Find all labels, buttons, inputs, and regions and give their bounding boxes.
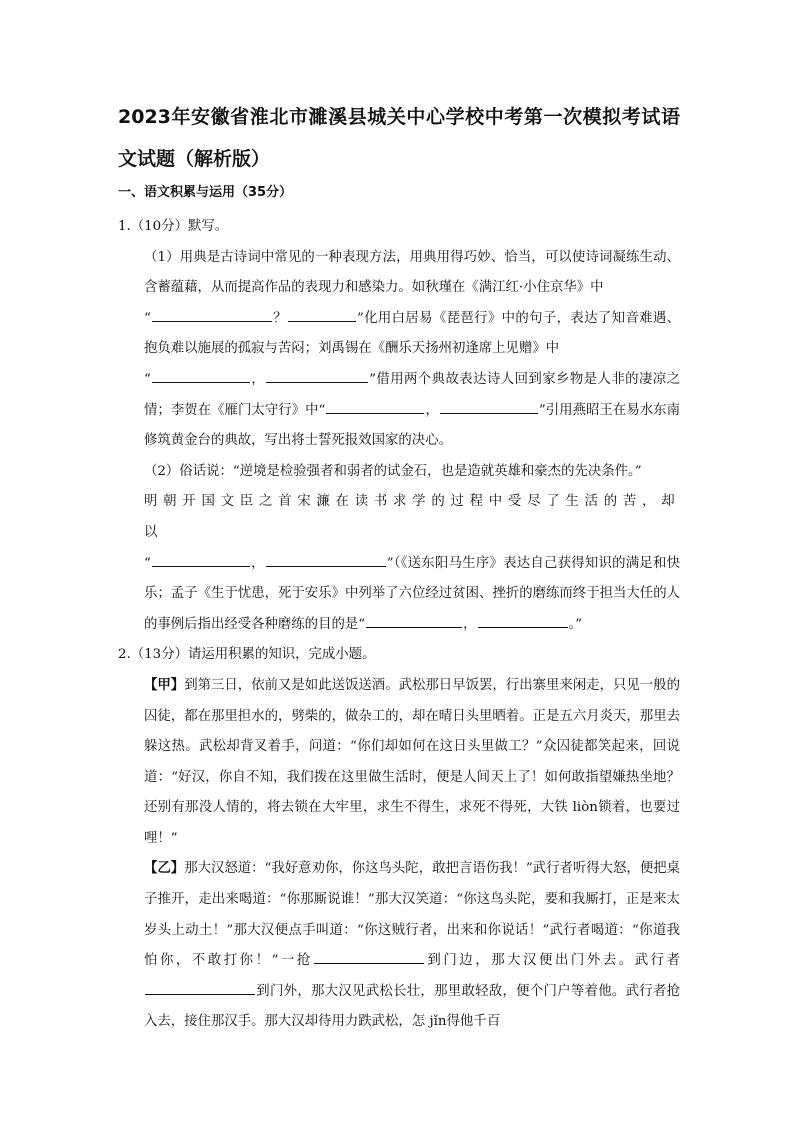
- answer-blank[interactable]: [266, 368, 368, 383]
- text-segment: 明朝开国文臣之首宋濂在读书求学的过程中受尽了生活的苦，却以: [144, 494, 680, 540]
- text-segment: ？: [272, 310, 287, 326]
- answer-blank[interactable]: [440, 399, 538, 414]
- text-segment: ”化用白居易《琵琶行》中的句子，表达了知音难遇、: [356, 310, 680, 326]
- page-title: 2023年安徽省淮北市濉溪县城关中心学校中考第一次模拟考试语文试题（解析版）: [118, 106, 680, 170]
- passage-tag: 【甲】: [144, 677, 185, 693]
- answer-blank[interactable]: [478, 613, 568, 628]
- passage-text: 到第三日，依前又是如此送饭送酒。武松那日早饭罢，行出寨里来闲走，只见一般的囚徒，都在那里担水的，劈柴的，做杂工的，却在晴日头里晒着。正是五六月炎天，那里去躲这热。武松却背叉着手，问道：“你们却如何在这日头里做工？”众囚徒都笑起来，回说道：“好汉，你自不知，我们拨在这里做生活时，便是人间天上了！如何敢指望嫌热坐地？还别有那没人情的，将去锁在大牢里，求生不得生，求死不得死，大铁 liòn锁着，也要过哩！”: [144, 677, 680, 846]
- text-segment: 。”: [568, 616, 583, 632]
- answer-blank[interactable]: [266, 552, 386, 567]
- text-segment: ，: [463, 616, 477, 632]
- passage-text: 那大汉怒道：“我好意劝你，你这鸟头陀，敢把言语伤我！”武行者听得大怒，便把桌子推开，走出来喝道：“你那厮说谁！”那大汉笑道：“你这鸟头陀，要和我厮打，正是来太岁头上动土！”那大汉便点手叫道：“你这贼行者，出来和你说话！”武行者喝道：“你道我怕你，不敢打你！”一抢: [144, 861, 680, 969]
- text-segment: ，: [250, 555, 265, 571]
- section-heading: 一、语文积累与运用（35分）: [118, 185, 293, 200]
- answer-blank[interactable]: [366, 613, 462, 628]
- text-segment: 抱负难以施展的孤寂与苦闷；刘禹锡在《酬乐天扬州初逢席上见赠》中: [144, 341, 560, 357]
- text-segment: ，: [250, 371, 266, 387]
- question-2-head: 2.（13分）请运用积累的知识，完成小题。: [118, 647, 376, 663]
- answer-blank[interactable]: [288, 307, 356, 322]
- passage-jia: [118, 671, 680, 855]
- document-page: [118, 96, 680, 1038]
- text-segment: ，: [425, 402, 439, 418]
- answer-blank[interactable]: [152, 307, 272, 322]
- passage-text: 到门边，那大汉便出门外去。武行者: [424, 953, 680, 969]
- answer-blank[interactable]: [326, 399, 424, 414]
- text-segment: ”借用两个典故表达诗人回到家乡物是人非的凄凉之情；李贺在《雁门太守行》中“: [144, 371, 680, 418]
- passage-text: 到门外，那大汉见武松长壮，那里敢轻敌，便个门户等着他。武行者抢入去，接住那汉手。那大汉却待用力跌武松，怎 jǐn得他千百: [144, 983, 680, 1030]
- passage-tag: 【乙】: [144, 861, 185, 877]
- text-segment: （2）俗话说：“逆境是检验强者和弱者的试金石，也是造就英雄和豪杰的先决条件。”: [144, 463, 642, 479]
- answer-blank[interactable]: [314, 949, 424, 964]
- answer-blank[interactable]: [152, 368, 250, 383]
- answer-blank[interactable]: [145, 980, 255, 995]
- text-segment: （1）用典是古诗词中常见的一种表现方法，用典用得巧妙、恰当，可以使诗词凝练生动、含蓄蕴藉，从而提高作品的表现力和感染力。如秋瑾在《满江红·小住京华》中: [144, 249, 680, 296]
- answer-blank[interactable]: [152, 552, 250, 567]
- passage-yi: [118, 854, 680, 1038]
- question-1-head: 1.（10分）默写。: [118, 219, 229, 234]
- question-1-part-1: [118, 243, 680, 457]
- text-segment: ”（《送东阳马生序》表达自己获得知识的满足和快乐；孟子《生于忧患，死于安乐》中列举了六位经过贫困、挫折的磨练而终于担当大任的人的事例后指出经受各种磨练的目的是“: [144, 555, 681, 632]
- text-segment: ”引用燕昭王在易水东南修筑黄金台的典故，写出将士誓死报效国家的决心。: [144, 402, 680, 449]
- text-segment: “: [144, 371, 151, 387]
- text-segment: “: [144, 555, 151, 571]
- text-segment: “: [144, 310, 151, 326]
- question-1-part-2: [118, 457, 680, 641]
